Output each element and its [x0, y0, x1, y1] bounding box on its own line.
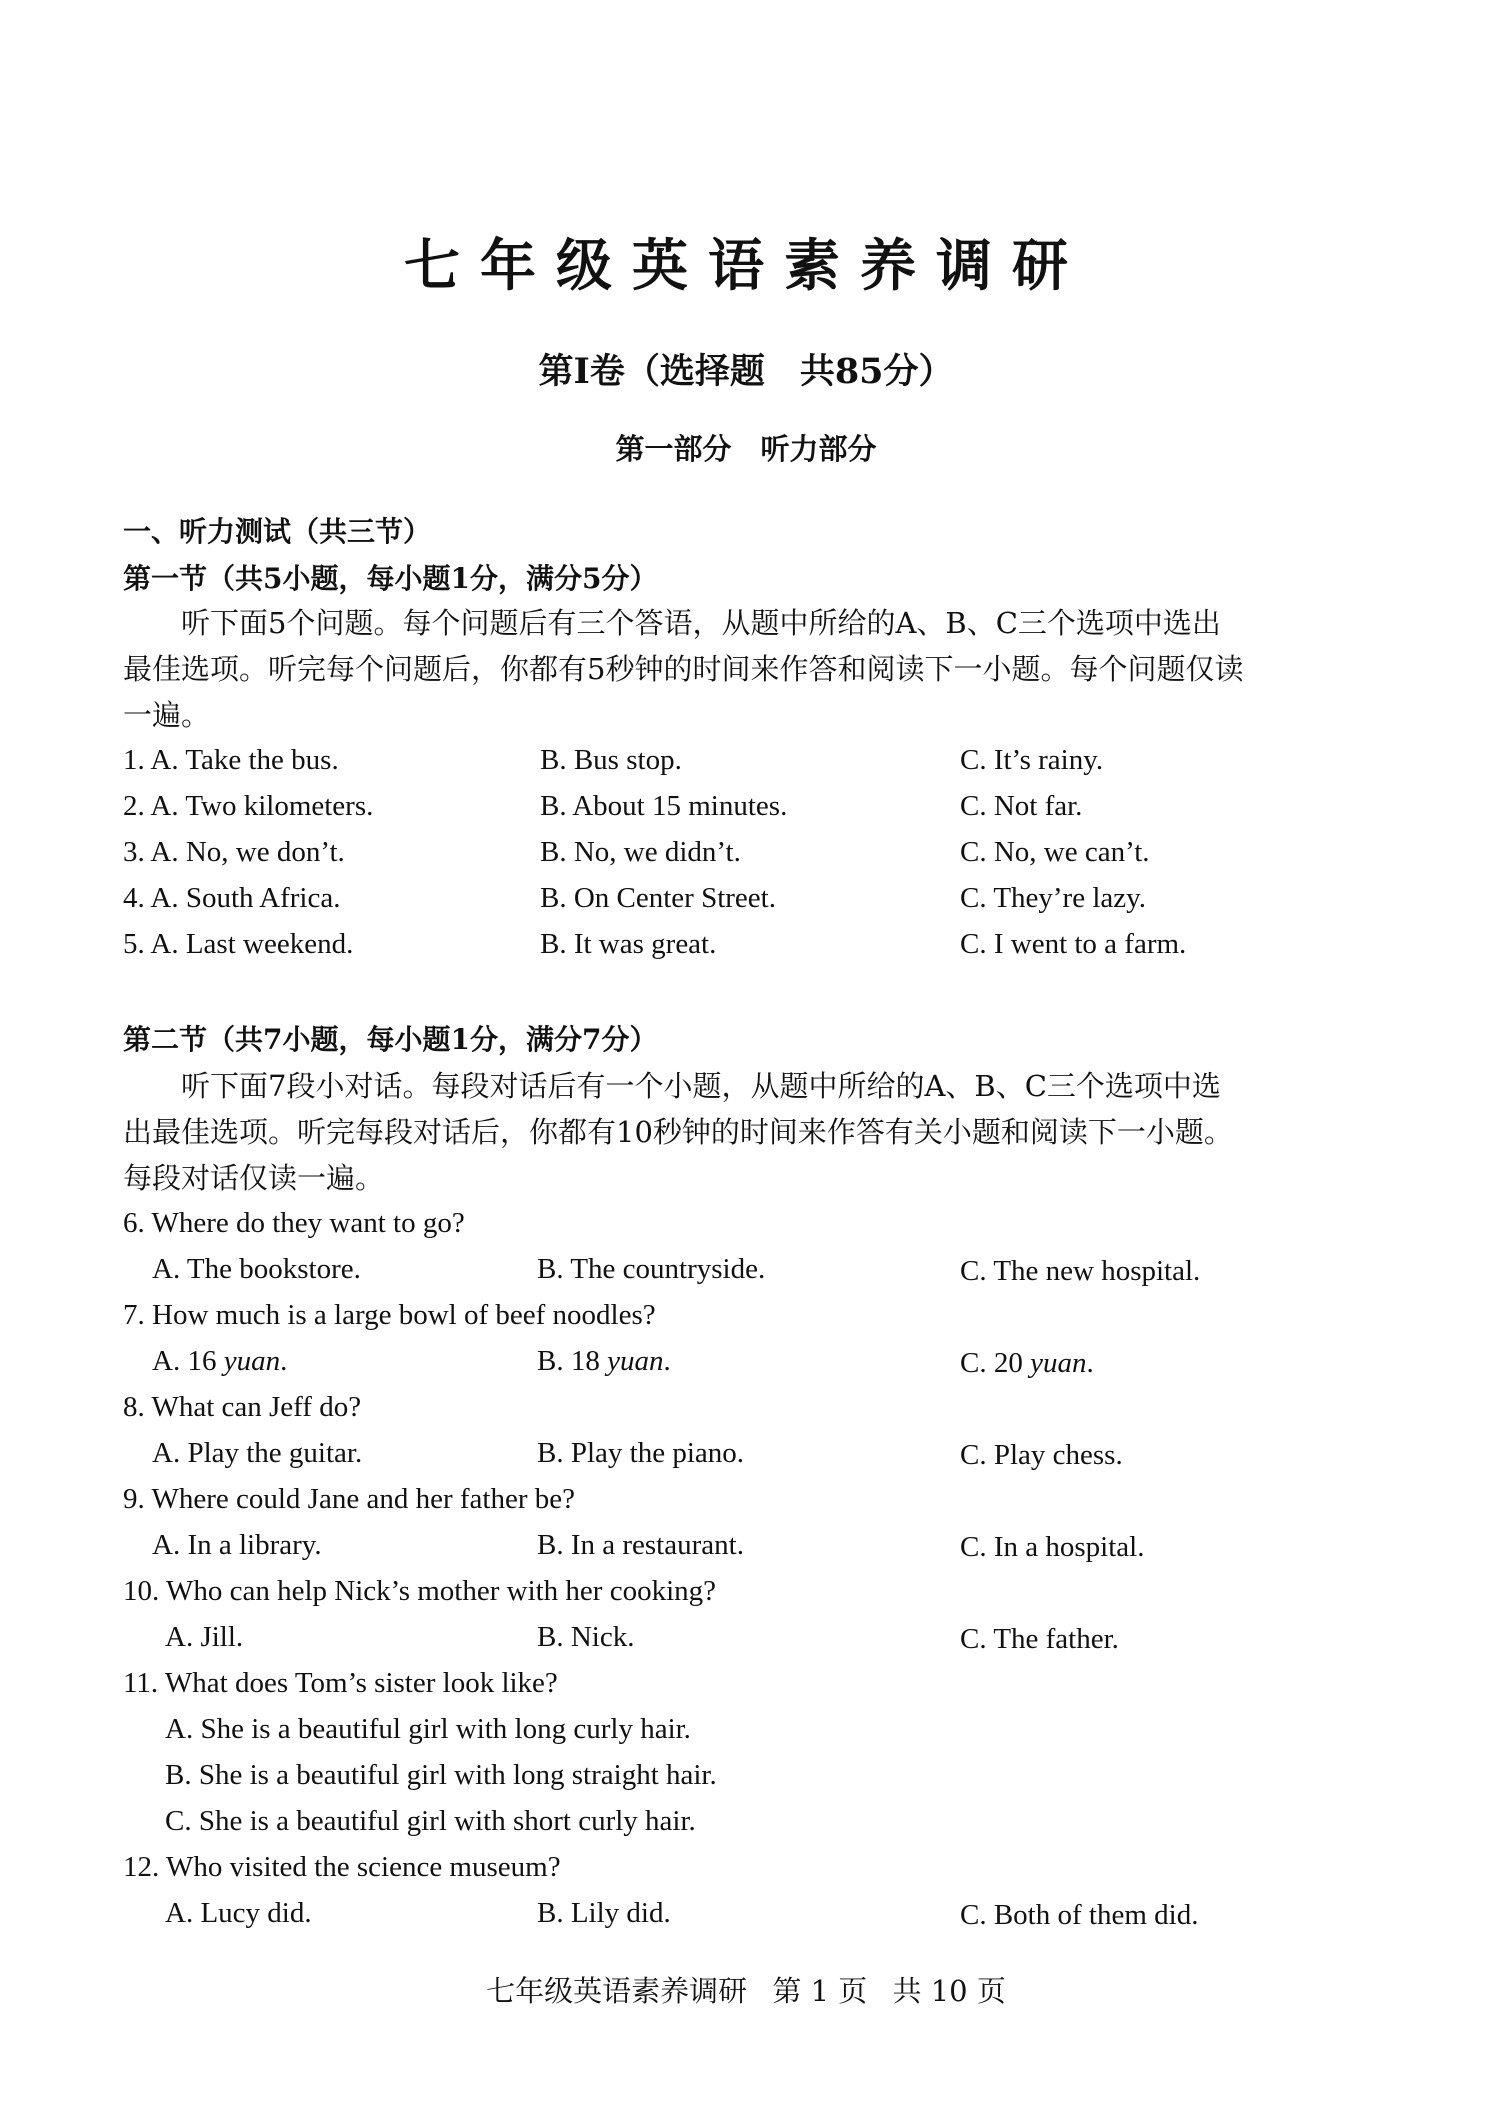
- q1-option-c: C. It’s rainy.: [960, 744, 1104, 776]
- q8-option-b: B. Play the piano.: [537, 1437, 745, 1469]
- q4-option-c: C. They’re lazy.: [960, 882, 1147, 914]
- q11-option-a: A. She is a beautiful girl with long curly hair.: [165, 1713, 691, 1745]
- instruction-line: 出最佳选项。听完每段对话后，你都有10秒钟的时间来作答有关小题和阅读下一小题。: [123, 1115, 1233, 1149]
- footer-exam-name: 七年级英语素养调研: [486, 1974, 748, 2008]
- q11-option-c: C. She is a beautiful girl with short curly hair.: [165, 1805, 696, 1837]
- q3-option-b: B. No, we didn’t.: [540, 836, 741, 868]
- q4-option-a: 4. A. South Africa.: [123, 882, 341, 914]
- section2-heading: 第二节（共7小题，每小题1分，满分7分）: [123, 1023, 658, 1056]
- q9-option-a: A. In a library.: [152, 1529, 322, 1561]
- q11-option-b: B. She is a beautiful girl with long straight hair.: [165, 1759, 717, 1791]
- q5-option-c: C. I went to a farm.: [960, 928, 1187, 960]
- q10-option-a: A. Jill.: [165, 1621, 244, 1653]
- part-title: 第一部分 听力部分: [615, 432, 877, 466]
- q7-stem: 7. How much is a large bowl of beef noodles?: [123, 1299, 656, 1331]
- q10-stem: 10. Who can help Nick’s mother with her cooking?: [123, 1575, 717, 1607]
- q12-option-b: B. Lily did.: [537, 1897, 671, 1929]
- q5-option-a: 5. A. Last weekend.: [123, 928, 354, 960]
- q2-option-b: B. About 15 minutes.: [540, 790, 788, 822]
- q3-option-a: 3. A. No, we don’t.: [123, 836, 345, 868]
- q7-option-c: C. 20 yuan.: [960, 1347, 1094, 1379]
- instruction-line: 一遍。: [123, 698, 211, 732]
- q7-option-a: A. 16 yuan.: [152, 1345, 288, 1377]
- instruction-line: 最佳选项。听完每个问题后，你都有5秒钟的时间来作答和阅读下一小题。每个问题仅读: [123, 652, 1244, 686]
- q6-stem: 6. Where do they want to go?: [123, 1207, 465, 1239]
- section1-heading: 第一节（共5小题，每小题1分，满分5分）: [123, 562, 658, 595]
- footer-page-number: 第 1 页: [772, 1974, 868, 2008]
- instruction-line: 听下面5个问题。每个问题后有三个答语，从题中所给的A、B、C三个选项中选出: [123, 606, 1221, 640]
- instruction-line: 每段对话仅读一遍。: [123, 1161, 385, 1195]
- footer-total-pages: 共 10 页: [892, 1974, 1006, 2008]
- q3-option-c: C. No, we can’t.: [960, 836, 1150, 868]
- q8-stem: 8. What can Jeff do?: [123, 1391, 362, 1423]
- q12-stem: 12. Who visited the science museum?: [123, 1851, 561, 1883]
- q6-option-b: B. The countryside.: [537, 1253, 766, 1285]
- q6-option-a: A. The bookstore.: [152, 1253, 361, 1285]
- q5-option-b: B. It was great.: [540, 928, 717, 960]
- q6-option-c: C. The new hospital.: [960, 1255, 1201, 1287]
- q9-option-b: B. In a restaurant.: [537, 1529, 744, 1561]
- q1-option-a: 1. A. Take the bus.: [123, 744, 339, 776]
- q4-option-b: B. On Center Street.: [540, 882, 776, 914]
- q7-option-b: B. 18 yuan.: [537, 1345, 671, 1377]
- q8-option-a: A. Play the guitar.: [152, 1437, 363, 1469]
- q8-option-c: C. Play chess.: [960, 1439, 1123, 1471]
- section2-instructions: [123, 1063, 1233, 1201]
- q10-option-b: B. Nick.: [537, 1621, 635, 1653]
- section1-instructions: [123, 600, 1243, 738]
- q12-option-c: C. Both of them did.: [960, 1899, 1199, 1931]
- volume-title: 第Ⅰ卷（选择题 共85分）: [538, 351, 954, 392]
- exam-title: 七年级英语素养调研: [404, 233, 1088, 299]
- q12-option-a: A. Lucy did.: [165, 1897, 312, 1929]
- listening-heading: 一、听力测试（共三节）: [123, 515, 432, 548]
- q1-option-b: B. Bus stop.: [540, 744, 682, 776]
- q10-option-c: C. The father.: [960, 1623, 1119, 1655]
- instruction-line: 听下面7段小对话。每段对话后有一个小题，从题中所给的A、B、C三个选项中选: [123, 1069, 1221, 1103]
- q2-option-c: C. Not far.: [960, 790, 1083, 822]
- q11-stem: 11. What does Tom’s sister look like?: [123, 1667, 558, 1699]
- q9-stem: 9. Where could Jane and her father be?: [123, 1483, 575, 1515]
- q2-option-a: 2. A. Two kilometers.: [123, 790, 374, 822]
- page-footer: [0, 1969, 1492, 2010]
- q9-option-c: C. In a hospital.: [960, 1531, 1145, 1563]
